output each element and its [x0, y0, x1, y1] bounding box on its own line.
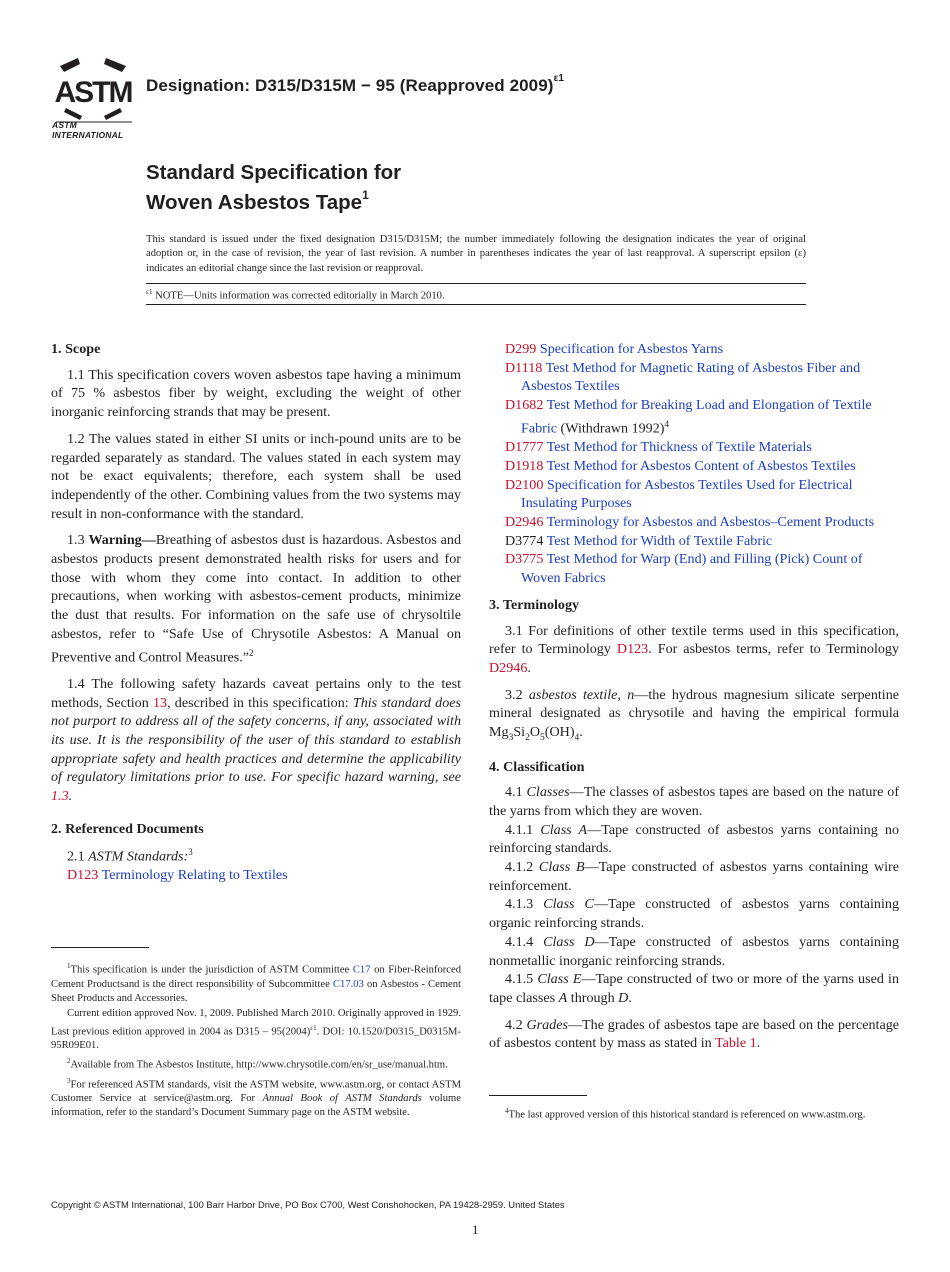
footnote: $^3$For referenced ASTM standards, visit the ASTM website, www.astm.org, or contact ASTM Customer Service at service@astm.org. For Annual Book of ASTM Standards volume information, refer to the standard’s Document Summary page on the ASTM website. — [51, 1076, 461, 1119]
reference-code-link[interactable]: D2100 — [505, 476, 544, 493]
reference-item — [505, 396, 899, 438]
footnote-divider — [489, 1095, 587, 1096]
paragraph: 4.1.1 Class A—Tape constructed of asbestos yarns containing no reinforcing standards. — [489, 821, 899, 857]
paragraph: 2.1 ASTM Standards:$^3$ — [67, 846, 193, 865]
committee-link[interactable]: C17 — [352, 964, 371, 976]
paragraph: 4.1.2 Class B—Tape constructed of asbestos yarns containing wire reinforcement. — [489, 859, 899, 894]
paragraph: 3.2 asbestos textile, n—the hydrous magnesium silicate serpentine mineral designated as chrysotile and having the empirical formula $Mg_3Si_2O_5(OH)_4$. — [489, 686, 899, 743]
reference-item — [67, 866, 461, 885]
table-link[interactable]: Table 1 — [715, 1035, 757, 1052]
paragraph: 4.1.5 Class E—Tape constructed of two or more of the yarns used in tape classes A through D. — [489, 971, 899, 1006]
reference-title-link[interactable]: Test Method for Width of Textile Fabric — [546, 532, 773, 549]
reference-code-link[interactable]: D3774 — [505, 532, 544, 549]
document-title: Standard Specification for Woven Asbestos Tape$^1$ — [146, 161, 402, 214]
divider — [146, 304, 806, 305]
reference-status: (Withdrawn 1992) — [557, 420, 665, 437]
svg-text:ASTM: ASTM — [54, 76, 132, 109]
reference-title-link[interactable]: Test Method for Asbestos Content of Asbestos Textiles — [546, 457, 856, 474]
reference-code-link[interactable]: D1682 — [505, 397, 544, 414]
left-column — [51, 340, 461, 885]
footnotes — [489, 1104, 899, 1124]
reference-item — [505, 532, 899, 551]
right-column — [489, 340, 899, 1053]
footnote: $^2$Available from The Asbestos Institute, http://www.chrysotile.com/en/sr_use/manual.htm. — [67, 1057, 448, 1071]
section-heading: 1. Scope — [51, 341, 101, 357]
reference-title-link[interactable]: Specification for Asbestos Textiles Used for Electrical Insulating Purposes — [521, 476, 853, 512]
reference-code-link[interactable]: D3775 — [505, 551, 544, 568]
paragraph: 1.1 This specification covers woven asbestos tape having a minimum of 75 % asbestos fiber by weight, excluding the weight of other inorganic reinforcing strands that may be present. — [51, 366, 461, 421]
class-list — [489, 821, 899, 971]
section-heading: 2. Referenced Documents — [51, 820, 204, 837]
footnote-divider — [51, 947, 149, 948]
reference-title-link[interactable]: Terminology Relating to Textiles — [101, 866, 288, 883]
footnotes — [51, 959, 461, 1121]
paragraph: 4.2 Grades—The grades of asbestos tape are based on the percentage of asbestos content by mass as stated in Table 1. — [489, 1016, 900, 1052]
reference-code-link[interactable]: D2946 — [505, 514, 544, 531]
reference-code-link[interactable]: D2946 — [489, 659, 528, 676]
section-link[interactable]: 1.3 — [51, 788, 69, 805]
section-heading: 4. Classification — [489, 758, 585, 775]
reference-item — [505, 476, 899, 513]
reference-item — [505, 457, 899, 476]
subcommittee-link[interactable]: C17.03 — [332, 978, 364, 990]
reference-title-link[interactable]: Test Method for Breaking Load and Elongation of Textile Fabric — [521, 397, 872, 437]
reference-title-link[interactable]: Test Method for Thickness of Textile Materials — [546, 439, 812, 456]
reference-item — [505, 340, 899, 359]
footnote: $^4$The last approved version of this historical standard is referenced on www.astm.org. — [505, 1107, 866, 1121]
reference-code-link[interactable]: D1777 — [505, 439, 544, 456]
reference-title-link[interactable]: Test Method for Warp (End) and Filling (Pick) Count of Woven Fabrics — [521, 551, 863, 587]
copyright-notice: Copyright © ASTM International, 100 Barr Harbor Drive, PO Box C700, West Conshohocken, PA 19428-2959. United States — [51, 1199, 565, 1210]
astm-logo — [52, 56, 134, 140]
section-link[interactable]: 13 — [152, 694, 168, 711]
reference-code-link[interactable]: D123 — [616, 641, 649, 658]
section-heading: 3. Terminology — [489, 596, 580, 613]
paragraph: 4.1 Classes—The classes of asbestos tapes are based on the nature of the yarns from which they are woven. — [489, 784, 900, 819]
reference-item — [505, 359, 899, 396]
reference-title-link[interactable]: Terminology for Asbestos and Asbestos–Cement Products — [546, 514, 875, 531]
page-number: 1 — [472, 1222, 479, 1237]
paragraph: 4.1.3 Class C—Tape constructed of asbestos yarns containing organic reinforcing strands. — [489, 896, 899, 932]
reference-item — [505, 550, 899, 587]
reference-code-link[interactable]: D123 — [67, 866, 99, 883]
paragraph: 4.1.4 Class D—Tape constructed of asbestos yarns containing nonmetallic inorganic reinforcing strands. — [489, 933, 899, 969]
paragraph: 3.1 For definitions of other textile terms used in this specification, refer to Terminology D123. For asbestos terms, refer to Terminology D2946. — [489, 622, 899, 676]
reference-code-link[interactable]: D1918 — [505, 457, 544, 474]
reference-title-link[interactable]: Specification for Asbestos Yarns — [539, 341, 724, 357]
reference-item — [505, 513, 899, 532]
intro-paragraph: This standard is issued under the fixed designation D315/D315M; the number immediately following the designation indicates the year of original adoption or, in the case of revision, the year of last revision. A number in parentheses indicates the year of last reapproval. A superscript epsilon (ε) indicates an editorial change since the last revision or reapproval. — [146, 234, 806, 274]
reference-list — [505, 340, 899, 588]
footnote: Current edition approved Nov. 1, 2009. Published March 2010. Originally approved in 1929. Last previous edition approved in 2004 as $D315 - 95(2004)^{\varepsilon 1}$. DOI: 10.1520/D0315_D0315M-95R09E01. — [51, 1007, 461, 1052]
reference-code-link[interactable]: D299 — [505, 341, 537, 357]
logo-text: ASTM INTERNATIONAL — [52, 120, 124, 140]
footnote-marker: 4 — [664, 418, 669, 429]
paragraph: 1.4 The following safety hazards caveat pertains only to the test methods, Section 13, described in this specification: This standard does not purport to address all of the safety concerns, if any, associated with its use. It is the responsibility of the user of this standard to establish appropriate safety and health practices and determine the applicability of regulatory limitations prior to use. For specific hazard warning, see 1.3. — [51, 675, 462, 805]
paragraph: 1.2 The values stated in either SI units or inch-pound units are to be regarded separately as standard. The values stated in each system may not be exact equivalents; therefore, each system shall be used independently of the other. Combining values from the two systems may result in non-conformance with the standard. — [51, 430, 461, 522]
paragraph: 1.3 Warning—Breathing of asbestos dust is hazardous. Asbestos and asbestos products present demonstrated health risks for users and for those with whom they come into contact. In addition to other precautions, when working with asbestos-cement products, minimize the dust that results. For information on the safe use of chrysoltile asbestos, refer to “Safe Use of Chrysotile Asbestos: A Manual on Preventive and Control Measures.”$^2$ — [51, 532, 462, 666]
reference-code-link[interactable]: D1118 — [505, 359, 543, 376]
reference-item — [505, 438, 899, 457]
divider — [146, 283, 806, 284]
editorial-note: $^{\varepsilon 1}$ NOTE—Units information was corrected editorially in March 2010. — [146, 288, 445, 302]
footnote: $^1$This specification is under the jurisdiction of ASTM Committee C17 on Fiber-Reinforced Cement Productsand is the direct responsibility of Subcommittee C17.03 on Asbestos - Cement Sheet Products and Accessories. — [51, 962, 461, 1004]
reference-title-link[interactable]: Test Method for Magnetic Rating of Asbestos Fiber and Asbestos Textiles — [521, 359, 861, 395]
designation: Designation: D315/D315M − 95 (Reapproved 2009)$^{\varepsilon 1}$ — [146, 73, 565, 95]
